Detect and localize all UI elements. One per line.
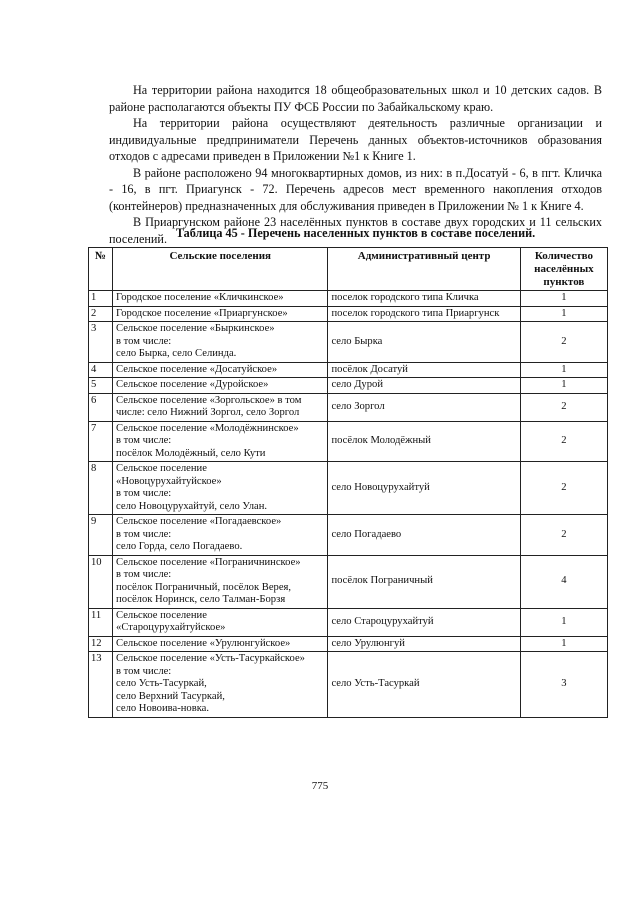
administrative-center-cell: село Староцурухайтуй — [328, 608, 520, 636]
table-row — [89, 378, 608, 394]
settlement-name-line: «Староцурухайтуйское» — [116, 622, 226, 633]
row-number: 11 — [89, 608, 113, 636]
settlement-name-line: посёлок Молодёжный, село Кути — [116, 447, 266, 459]
settlement-name-line: Сельское поселение «Досатуйское» — [116, 363, 278, 375]
settlement-count-cell: 2 — [520, 421, 607, 462]
paragraph-schools: На территории района находится 18 общеобразовательных школ и 10 детских садов. В районе располагаются объекты ПУ ФСБ России по Забайкальскому краю. — [109, 83, 602, 114]
paragraph-apartment-buildings: В районе расположено 94 многоквартирных домов, из них: в п.Досатуй - 6, в пгт. Кличка - 16, в пгт. Приагунск - 72. Перечень адресов мест временного накопления отходов (контейнеров) предназначенных для обслуживания приведен в Приложении № 1 к Книге 4. — [109, 165, 602, 213]
settlement-name-cell — [113, 652, 328, 718]
administrative-center-cell: село Бырка — [328, 322, 520, 363]
settlement-name-line: село Бырка, село Селинда. — [116, 348, 237, 359]
settlement-name-cell — [113, 291, 328, 307]
settlement-name-line: село Новоцурухайтуй, село Улан. — [116, 500, 268, 512]
administrative-center-cell: посёлок Пограничный — [328, 555, 520, 608]
settlement-name-line: в том числе: — [116, 335, 172, 347]
settlement-name-line: в том числе: — [116, 569, 172, 580]
settlement-name-cell — [113, 555, 328, 608]
row-number: 8 — [89, 462, 113, 515]
table-row — [89, 515, 608, 556]
settlement-name-line: числе: село Нижний Зоргол, село Зоргол — [116, 407, 300, 418]
settlement-name-cell — [113, 393, 328, 421]
administrative-center-cell: поселок городского типа Приаргунск — [328, 306, 520, 322]
table-body — [89, 291, 608, 718]
table-row — [89, 393, 608, 421]
table-row — [89, 306, 608, 322]
settlement-count-cell: 1 — [520, 306, 607, 322]
settlement-name-line: в том числе: — [116, 528, 172, 540]
settlement-count-cell: 1 — [520, 291, 607, 307]
settlement-name-line: Сельское поселение «Пограничнинское» — [116, 556, 301, 568]
table-row — [89, 362, 608, 378]
settlement-name-line: Сельское поселение «Молодёжнинское» — [116, 422, 299, 434]
settlement-name-line: Сельское поселение «Быркинское» — [116, 323, 275, 334]
settlement-name-line: Сельское поселение «Погадаевское» — [116, 516, 282, 527]
body-text — [109, 82, 602, 247]
settlement-name-line: село Верхний Тасуркай, — [116, 690, 225, 702]
administrative-center-cell: село Усть-Тасуркай — [328, 652, 520, 718]
settlement-name-line: село Усть-Тасуркай, — [116, 678, 207, 689]
table-row — [89, 291, 608, 307]
settlement-name-cell — [113, 322, 328, 363]
settlement-name-line: в том числе: — [116, 488, 172, 499]
settlements-table — [88, 247, 608, 718]
settlement-name-cell — [113, 362, 328, 378]
settlement-name-cell — [113, 515, 328, 556]
administrative-center-cell: поселок городского типа Кличка — [328, 291, 520, 307]
row-number: 6 — [89, 393, 113, 421]
row-number: 10 — [89, 555, 113, 608]
settlement-name-line: посёлок Пограничный, посёлок Верея, — [116, 581, 292, 593]
administrative-center-cell: село Новоцурухайтуй — [328, 462, 520, 515]
row-number: 9 — [89, 515, 113, 556]
administrative-center-cell: посёлок Молодёжный — [328, 421, 520, 462]
administrative-center-cell: село Урулюнгуй — [328, 636, 520, 652]
settlement-name-line: Городское поселение «Кличкинское» — [116, 292, 284, 303]
settlement-name-line: Сельское поселение — [116, 463, 207, 474]
settlement-name-line: Сельское поселение «Зоргольское» в том — [116, 394, 302, 406]
row-number: 1 — [89, 291, 113, 307]
paragraph-settlements: В Приаргунском районе 23 населённых пунктов в составе двух городских и 11 сельских поселений. — [109, 215, 602, 246]
table-row — [89, 608, 608, 636]
header-center: Административный центр — [328, 248, 520, 291]
settlement-count-cell: 1 — [520, 608, 607, 636]
administrative-center-cell: село Погадаево — [328, 515, 520, 556]
settlement-count-cell: 1 — [520, 636, 607, 652]
settlement-count-cell: 1 — [520, 378, 607, 394]
row-number: 3 — [89, 322, 113, 363]
settlement-name-line: село Новоива-новка. — [116, 703, 210, 714]
administrative-center-cell: село Зоргол — [328, 393, 520, 421]
settlement-name-cell — [113, 306, 328, 322]
settlement-count-cell: 2 — [520, 322, 607, 363]
row-number: 7 — [89, 421, 113, 462]
header-count: Количество населённых пунктов — [520, 248, 607, 291]
settlement-name-cell — [113, 421, 328, 462]
row-number: 12 — [89, 636, 113, 652]
header-num: № — [89, 248, 113, 291]
settlement-name-line: Сельское поселение — [116, 609, 207, 621]
row-number: 2 — [89, 306, 113, 322]
table-row — [89, 636, 608, 652]
settlement-name-cell — [113, 636, 328, 652]
row-number: 4 — [89, 362, 113, 378]
table-row — [89, 555, 608, 608]
settlement-count-cell: 1 — [520, 362, 607, 378]
settlement-name-cell — [113, 462, 328, 515]
table-row — [89, 421, 608, 462]
row-number: 13 — [89, 652, 113, 718]
administrative-center-cell: село Дурой — [328, 378, 520, 394]
settlement-name-line: «Новоцурухайтуйское» — [116, 475, 222, 487]
settlement-name-cell — [113, 378, 328, 394]
settlement-count-cell: 2 — [520, 393, 607, 421]
settlement-count-cell: 2 — [520, 462, 607, 515]
table-row — [89, 652, 608, 718]
administrative-center-cell: посёлок Досатуй — [328, 362, 520, 378]
settlement-count-cell: 3 — [520, 652, 607, 718]
settlement-name-line: Сельское поселение «Усть-Тасуркайское» — [116, 653, 305, 664]
settlement-count-cell: 4 — [520, 555, 607, 608]
settlement-name-line: посёлок Норинск, село Талман-Борзя — [116, 594, 286, 605]
table-row — [89, 462, 608, 515]
settlement-name-line: Городское поселение «Приаргунское» — [116, 307, 288, 319]
page-number: 775 — [311, 780, 329, 792]
settlement-name-cell — [113, 608, 328, 636]
paragraph-organizations: На территории района осуществляют деятельность различные организации и индивидуальные предприниматели Перечень данных объектов-источников образования отходов с адресами приведен в Приложении №1 к Книге 1. — [109, 116, 602, 163]
settlement-name-line: Сельское поселение «Урулюнгуйское» — [116, 637, 291, 649]
table-header-row — [89, 248, 608, 291]
table-row — [89, 322, 608, 363]
settlement-name-line: село Горда, село Погадаево. — [116, 541, 243, 552]
header-settlement: Сельские поселения — [113, 248, 328, 291]
row-number: 5 — [89, 378, 113, 394]
settlement-name-line: в том числе: — [116, 665, 172, 677]
settlement-count-cell: 2 — [520, 515, 607, 556]
settlement-name-line: Сельское поселение «Дуройское» — [116, 379, 269, 390]
settlement-name-line: в том числе: — [116, 435, 172, 446]
table-caption: Таблица 45 - Перечень населенных пунктов в составе поселений. — [175, 226, 536, 240]
